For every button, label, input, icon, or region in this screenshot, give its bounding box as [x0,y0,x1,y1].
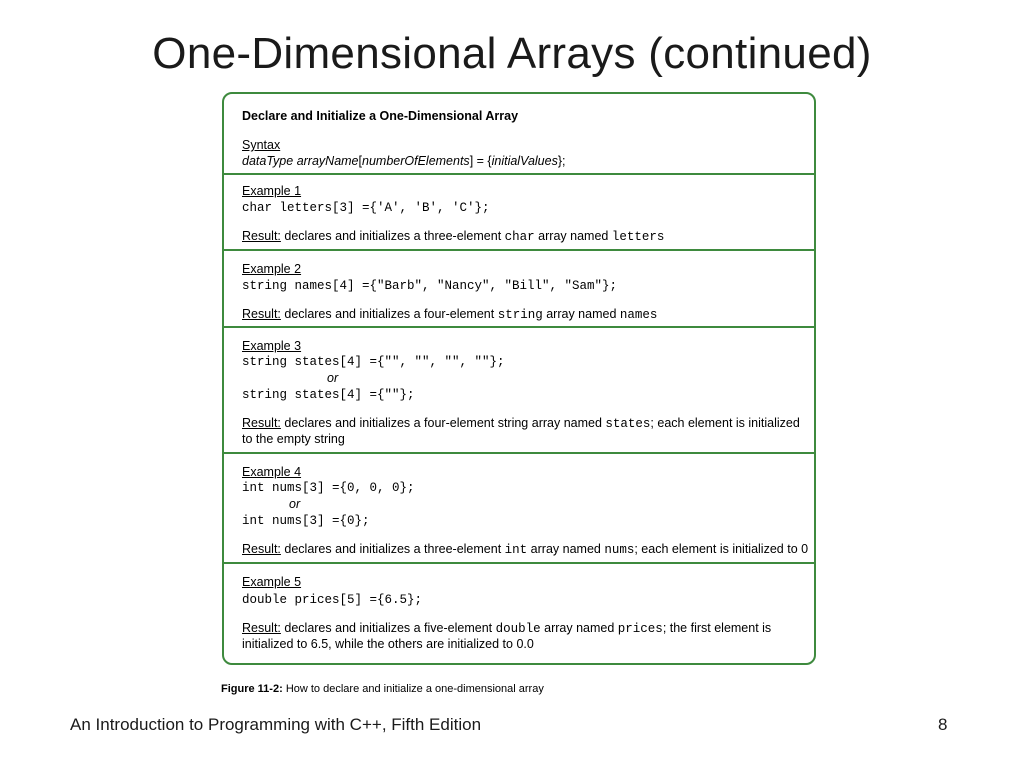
caption-label: Figure 11-2: [221,683,283,695]
result-code-name: nums [604,543,635,557]
result-code-type: int [504,543,528,557]
figure-header: Declare and Initialize a One-Dimensional Array [242,109,519,123]
example-result-line2: to the empty string [242,432,345,446]
example-result [242,620,771,637]
example-3-section [224,328,814,452]
result-text: array named [544,621,615,635]
syntax-number-of-elements: numberOfElements [362,154,470,168]
page-number: 8 [938,715,948,734]
example-4-section [224,454,814,564]
figure-box [222,92,816,665]
result-code-name: prices [617,622,663,636]
result-text: declares and initializes a four-element string array named [284,416,602,430]
result-label: Result: [242,542,281,556]
example-code-alt: int nums[3] ={0}; [242,514,370,528]
footer-book-title: An Introduction to Programming with C++, Fifth Edition [70,715,482,734]
result-label: Result: [242,416,281,430]
example-result [242,228,664,245]
result-text: array named [530,542,601,556]
example-label: Example 2 [242,262,302,276]
syntax-close: }; [557,154,566,168]
example-label: Example 4 [242,465,302,479]
syntax-middle: ] = { [469,154,492,168]
result-text: array named [546,307,617,321]
syntax-initial-values: initialValues [491,154,558,168]
result-code-type: double [495,622,541,636]
example-label: Example 5 [242,575,302,589]
example-result [242,306,657,323]
result-text: declares and initializes a five-element [284,621,493,635]
result-text: ; each element is initialized to 0 [634,542,809,556]
result-text: declares and initializes a four-element [284,307,495,321]
slide-title: One-Dimensional Arrays (continued) [152,29,872,78]
example-5-section [224,564,814,664]
syntax-label: Syntax [242,138,281,152]
result-code-name: letters [611,230,665,244]
result-code-name: states [605,417,651,431]
result-label: Result: [242,307,281,321]
example-label: Example 3 [242,339,302,353]
example-code: double prices[5] ={6.5}; [242,593,423,607]
result-label: Result: [242,229,281,243]
syntax-section [224,94,814,174]
result-text: declares and initializes a three-element [284,542,502,556]
syntax-datatype: dataType [242,154,294,168]
example-result [242,415,800,432]
result-text: ; the first element is [662,621,772,635]
syntax-line [242,153,566,169]
example-label: Example 1 [242,184,302,198]
example-code: int nums[3] ={0, 0, 0}; [242,481,415,495]
result-text: ; each element is initialized [650,416,800,430]
example-code: string states[4] ={"", "", "", ""}; [242,355,505,369]
or-text: or [327,371,339,385]
result-code-type: string [497,308,543,322]
result-text: array named [538,229,609,243]
syntax-open-bracket: [ [358,154,362,168]
example-code-alt: string states[4] ={""}; [242,388,415,402]
result-code-name: names [619,308,658,322]
figure-caption [221,683,544,695]
result-text: declares and initializes a three-element [284,229,502,243]
result-label: Result: [242,621,281,635]
example-1-section [224,175,814,250]
example-code: string names[4] ={"Barb", "Nancy", "Bill", "Sam"}; [242,279,618,293]
caption-text: How to declare and initialize a one-dimensional array [285,683,544,695]
example-result [242,541,808,558]
example-code: char letters[3] ={'A', 'B', 'C'}; [242,201,490,215]
or-text: or [289,497,301,511]
example-result-line2: initialized to 6.5, while the others are initialized to 0.0 [242,637,534,651]
example-2-section [224,251,814,326]
syntax-arrayname: arrayName [296,154,359,168]
result-code-type: char [504,230,535,244]
